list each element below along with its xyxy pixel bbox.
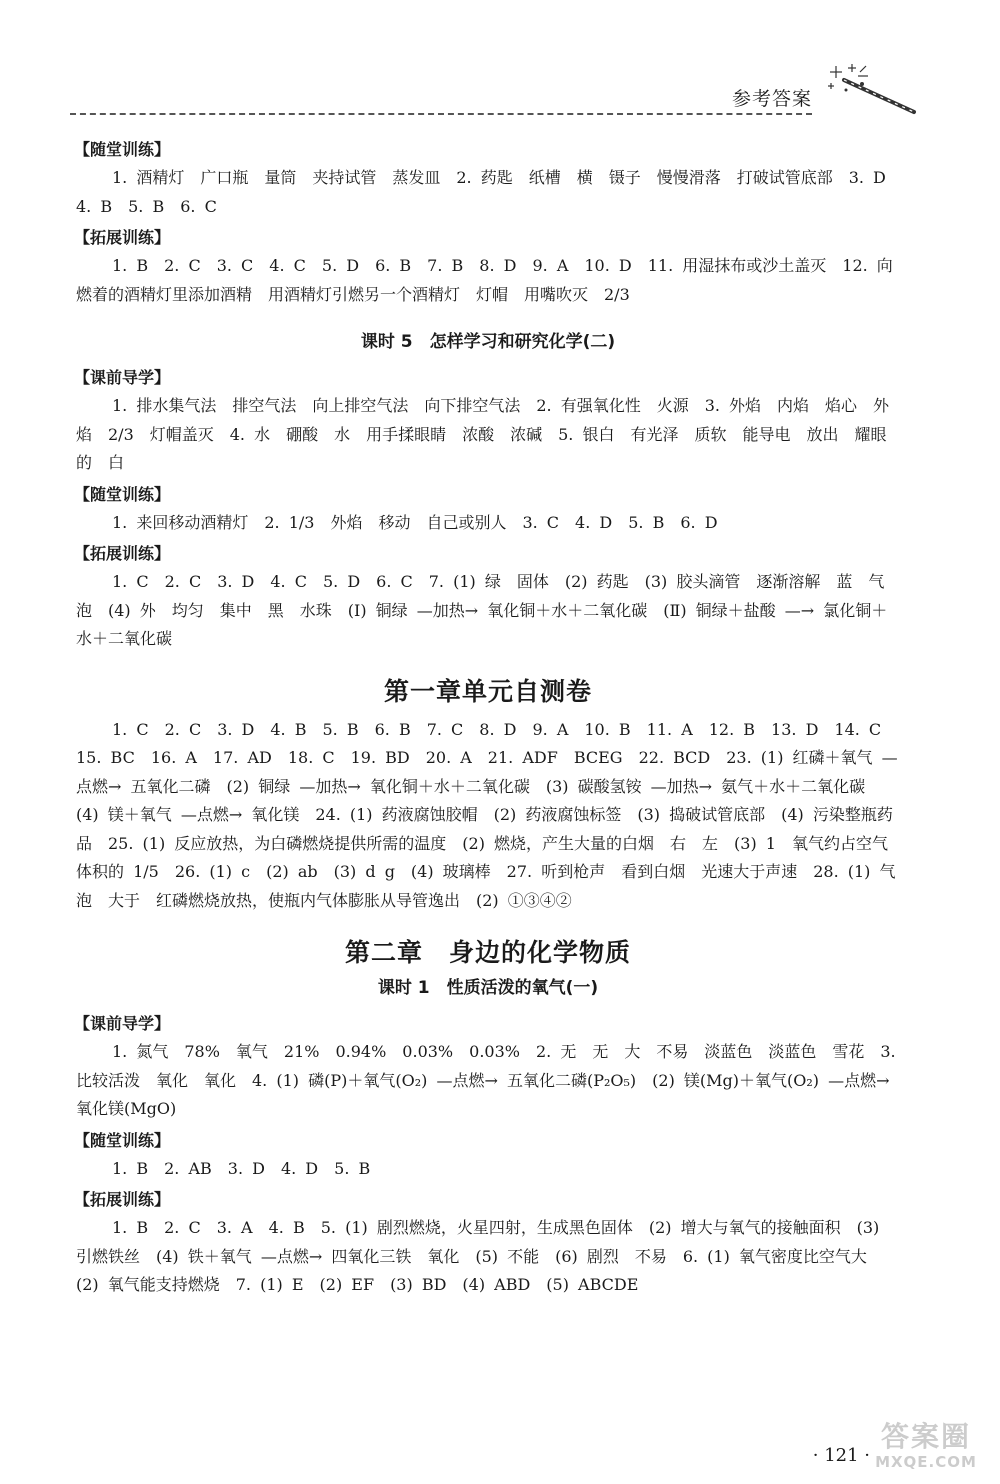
page-header [70, 84, 922, 114]
answer-paragraph: 1. 来回移动酒精灯 2. 1/3 外焰 移动 自己或别人 3. C 4. D 5. B 6. D [112, 512, 718, 532]
answer-content [76, 136, 900, 1303]
page-number: · 121 · [812, 1445, 870, 1466]
watermark-bottom-text: MXQE.COM [875, 1453, 977, 1471]
section-tag: 【随堂训练】 [74, 140, 171, 159]
answer-paragraph: 1. B 2. AB 3. D 4. D 5. B [112, 1158, 371, 1178]
section-tag: 【拓展训练】 [74, 228, 171, 247]
answer-paragraph: 1. C 2. C 3. D 4. B 5. B 6. B 7. C 8. D 9. A 10. B 11. A 12. B 13. D 14. C 15. BC 16. A 17. AD 18. C 19. BD 20. A 21. ADF BCEG 22. BCD 23. (1) 红磷＋氧气 —点燃→ 五氧化二磷 (2) 铜绿 —加热→ 氧化铜＋水＋二氧化碳 (3) 碳酸氢铵 —加热→ 氨气＋水＋二氧化碳 (4) 镁＋氧气 —点燃→ 氧化镁 24. (1) 药液腐蚀胶帽 (2) 药液腐蚀标签 (3) 捣破试管底部 (4) 污染整瓶药品 25. (1) 反应放热，为白磷燃烧提供所需的温度 (2) 燃烧，产生大量的白烟 右 左 (3) 1 氧气约占空气体积的 1/5 26. (1) c (2) ab (3) d g (4) 玻璃棒 27. 听到枪声 看到白烟 光速大于声速 28. (1) 气泡 大于 红磷燃烧放热，使瓶内气体膨胀从导管逸出 (2) ①③④② [76, 719, 898, 910]
magic-wand-icon [822, 62, 922, 118]
answer-paragraph: 1. B 2. C 3. A 4. B 5. (1) 剧烈燃烧，火星四射，生成黑色固体 (2) 增大与氧气的接触面积 (3) 引燃铁丝 (4) 铁＋氧气 —点燃→ 四氧化三铁 氧化 (5) 不能 (6) 剧烈 不易 6. (1) 氧气密度比空气大 (2) 氧气能支持燃烧 7. (1) E (2) EF (3) BD (4) ABD (5) ABCDE [76, 1218, 883, 1294]
section-tag: 【随堂训练】 [74, 484, 171, 504]
section-tag: 【拓展训练】 [74, 544, 171, 563]
answer-paragraph: 1. C 2. C 3. D 4. C 5. D 6. C 7. (1) 绿 固体 (2) 药匙 (3) 胶头滴管 逐渐溶解 蓝 气泡 (4) 外 均匀 集中 黑 水珠 (Ⅰ) 铜绿 —加热→ 氧化铜＋水＋二氧化碳 (Ⅱ) 铜绿＋盐酸 —→ 氯化铜＋水＋二氧化碳 [76, 572, 888, 648]
answer-paragraph: 1. 酒精灯 广口瓶 量筒 夹持试管 蒸发皿 2. 药匙 纸槽 横 镊子 慢慢滑落 打破试管底部 3. D 4. B 5. B 6. C [76, 168, 902, 216]
section-tag: 【课前导学】 [74, 368, 171, 387]
watermark-top-text: 答案圈 [880, 1420, 971, 1453]
answer-paragraph: 1. B 2. C 3. C 4. C 5. D 6. B 7. B 8. D 9. A 10. D 11. 用湿抹布或沙土盖灭 12. 向燃着的酒精灯里添加酒精 用酒精灯引燃另一个酒精灯 灯帽 用嘴吹灭 2/3 [76, 256, 893, 304]
section-tag: 【课前导学】 [74, 1014, 171, 1033]
lesson-heading: 课时 5 怎样学习和研究化学(二) [360, 332, 616, 352]
answer-paragraph: 1. 排水集气法 排空气法 向上排空气法 向下排空气法 2. 有强氧化性 火源 3. 外焰 内焰 焰心 外焰 2/3 灯帽盖灭 4. 水 硼酸 水 用手揉眼睛 浓酸 浓碱 5. 银白 有光泽 质软 能导电 放出 耀眼的 白 [76, 396, 890, 472]
site-watermark-logo [866, 1422, 986, 1478]
chapter-heading: 第二章 身边的化学物质 [344, 938, 631, 967]
header-dashed-rule [70, 113, 812, 115]
section-tag: 【随堂训练】 [74, 1130, 171, 1150]
chapter-heading: 第一章单元自测卷 [383, 676, 592, 706]
answer-paragraph: 1. 氮气 78% 氧气 21% 0.94% 0.03% 0.03% 2. 无 无 大 不易 淡蓝色 淡蓝色 雪花 3. 比较活泼 氧化 氧化 4. (1) 磷(P)＋氧气(O₂) —点燃→ 五氧化二磷(P₂O₅) (2) 镁(Mg)＋氧气(O₂) —点燃→ 氧化镁(MgO) [76, 1042, 896, 1118]
header-title: 参考答案 [731, 88, 812, 110]
lesson-heading: 课时 1 性质活泼的氧气(一) [377, 978, 599, 998]
section-tag: 【拓展训练】 [74, 1190, 171, 1209]
